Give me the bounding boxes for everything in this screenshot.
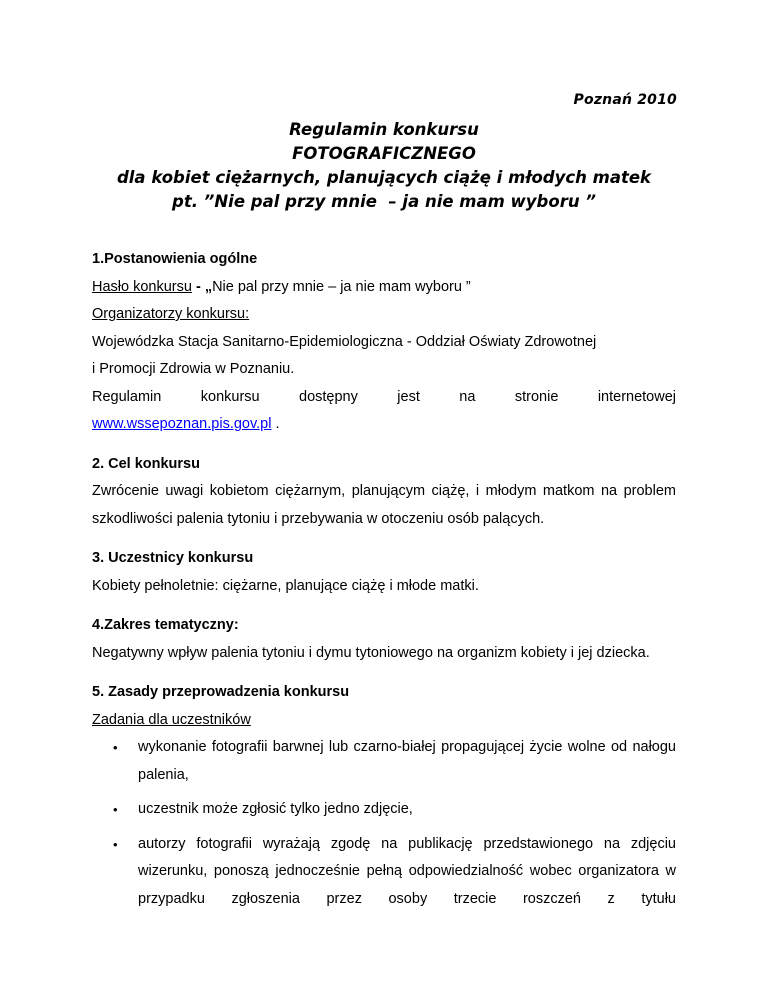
- section-4-heading: 4.Zakres tematyczny:: [92, 617, 239, 633]
- section-4-body: Negatywny wpływ palenia tytoniu i dymu tytoniowego na organizm kobiety i jej dziecka.: [92, 644, 650, 661]
- website-line: [92, 411, 676, 439]
- list-item-text: uczestnik może zgłosić tylko jedno zdjęcie,: [138, 801, 413, 817]
- document-date: Poznań 2010: [573, 92, 677, 108]
- section-2-body: Zwrócenie uwagi kobietom ciężarnym, planującym ciążę, i młodym matkom na problem szkodliwości palenia tytoniu i przebywania w otoczeniu osób palących.: [92, 483, 676, 527]
- rules-word: na: [459, 388, 476, 405]
- rules-word: Regulamin: [92, 388, 162, 405]
- rules-availability-line: [92, 384, 676, 412]
- website-link[interactable]: www.wssepoznan.pis.gov.pl: [92, 416, 272, 432]
- list-item: [92, 831, 676, 914]
- title-line-3: dla kobiet ciężarnych, planujących ciążę i młodych matek: [116, 168, 652, 187]
- document-body: [92, 246, 676, 920]
- title-line-2: FOTOGRAFICZNEGO: [292, 144, 476, 163]
- tasks-label: Zadania dla uczestników: [92, 711, 251, 728]
- list-item-text: autorzy fotografii wyrażają zgodę na publikację przedstawionego na zdjęciu wizerunku, ponoszą jednocześnie pełną odpowiedzialność wobec organizatora w przypadku zgłoszenia przez osoby trzecie roszczeń z tytułu: [138, 835, 676, 907]
- slogan-separator: - „: [191, 278, 213, 295]
- organizer-line-1: Wojewódzka Stacja Sanitarno-Epidemiologiczna - Oddział Oświaty Zdrowotnej: [92, 333, 597, 350]
- rules-word: internetowej: [597, 388, 676, 405]
- list-item: [92, 796, 676, 824]
- rules-word: konkursu: [200, 388, 260, 405]
- rules-word: jest: [397, 388, 420, 405]
- rules-word: dostępny: [299, 388, 358, 405]
- list-item-text: wykonanie fotografii barwnej lub czarno-białej propagującej życie wolne od nałogu palenia,: [138, 739, 676, 783]
- title-line-1: Regulamin konkursu: [289, 120, 479, 139]
- slogan-label: Hasło konkursu: [92, 278, 192, 295]
- section-3-heading: 3. Uczestnicy konkursu: [92, 550, 254, 566]
- bullet-icon: •: [113, 836, 118, 852]
- organizers-label: Organizatorzy konkursu:: [92, 306, 250, 322]
- section-5-heading: 5. Zasady przeprowadzenia konkursu: [92, 684, 350, 700]
- bullet-icon: •: [113, 740, 118, 755]
- section-2-heading: 2. Cel konkursu: [92, 455, 200, 472]
- organizer-line-2: i Promocji Zdrowia w Poznaniu.: [92, 361, 295, 377]
- slogan-text: Nie pal przy mnie – ja nie mam wyboru ”: [212, 278, 471, 295]
- document-title: [60, 118, 708, 214]
- bullet-icon: •: [113, 802, 118, 817]
- rules-word: stronie: [514, 388, 559, 405]
- section-3-body: Kobiety pełnoletnie: ciężarne, planujące ciążę i młode matki.: [92, 577, 479, 594]
- website-suffix: .: [271, 416, 280, 432]
- tasks-list: [92, 734, 676, 913]
- title-line-4: pt. ”Nie pal przy mnie – ja nie mam wyboru ”: [172, 192, 596, 211]
- list-item: [92, 734, 676, 789]
- section-1-heading: 1.Postanowienia ogólne: [92, 251, 258, 267]
- slogan-line: [92, 274, 676, 302]
